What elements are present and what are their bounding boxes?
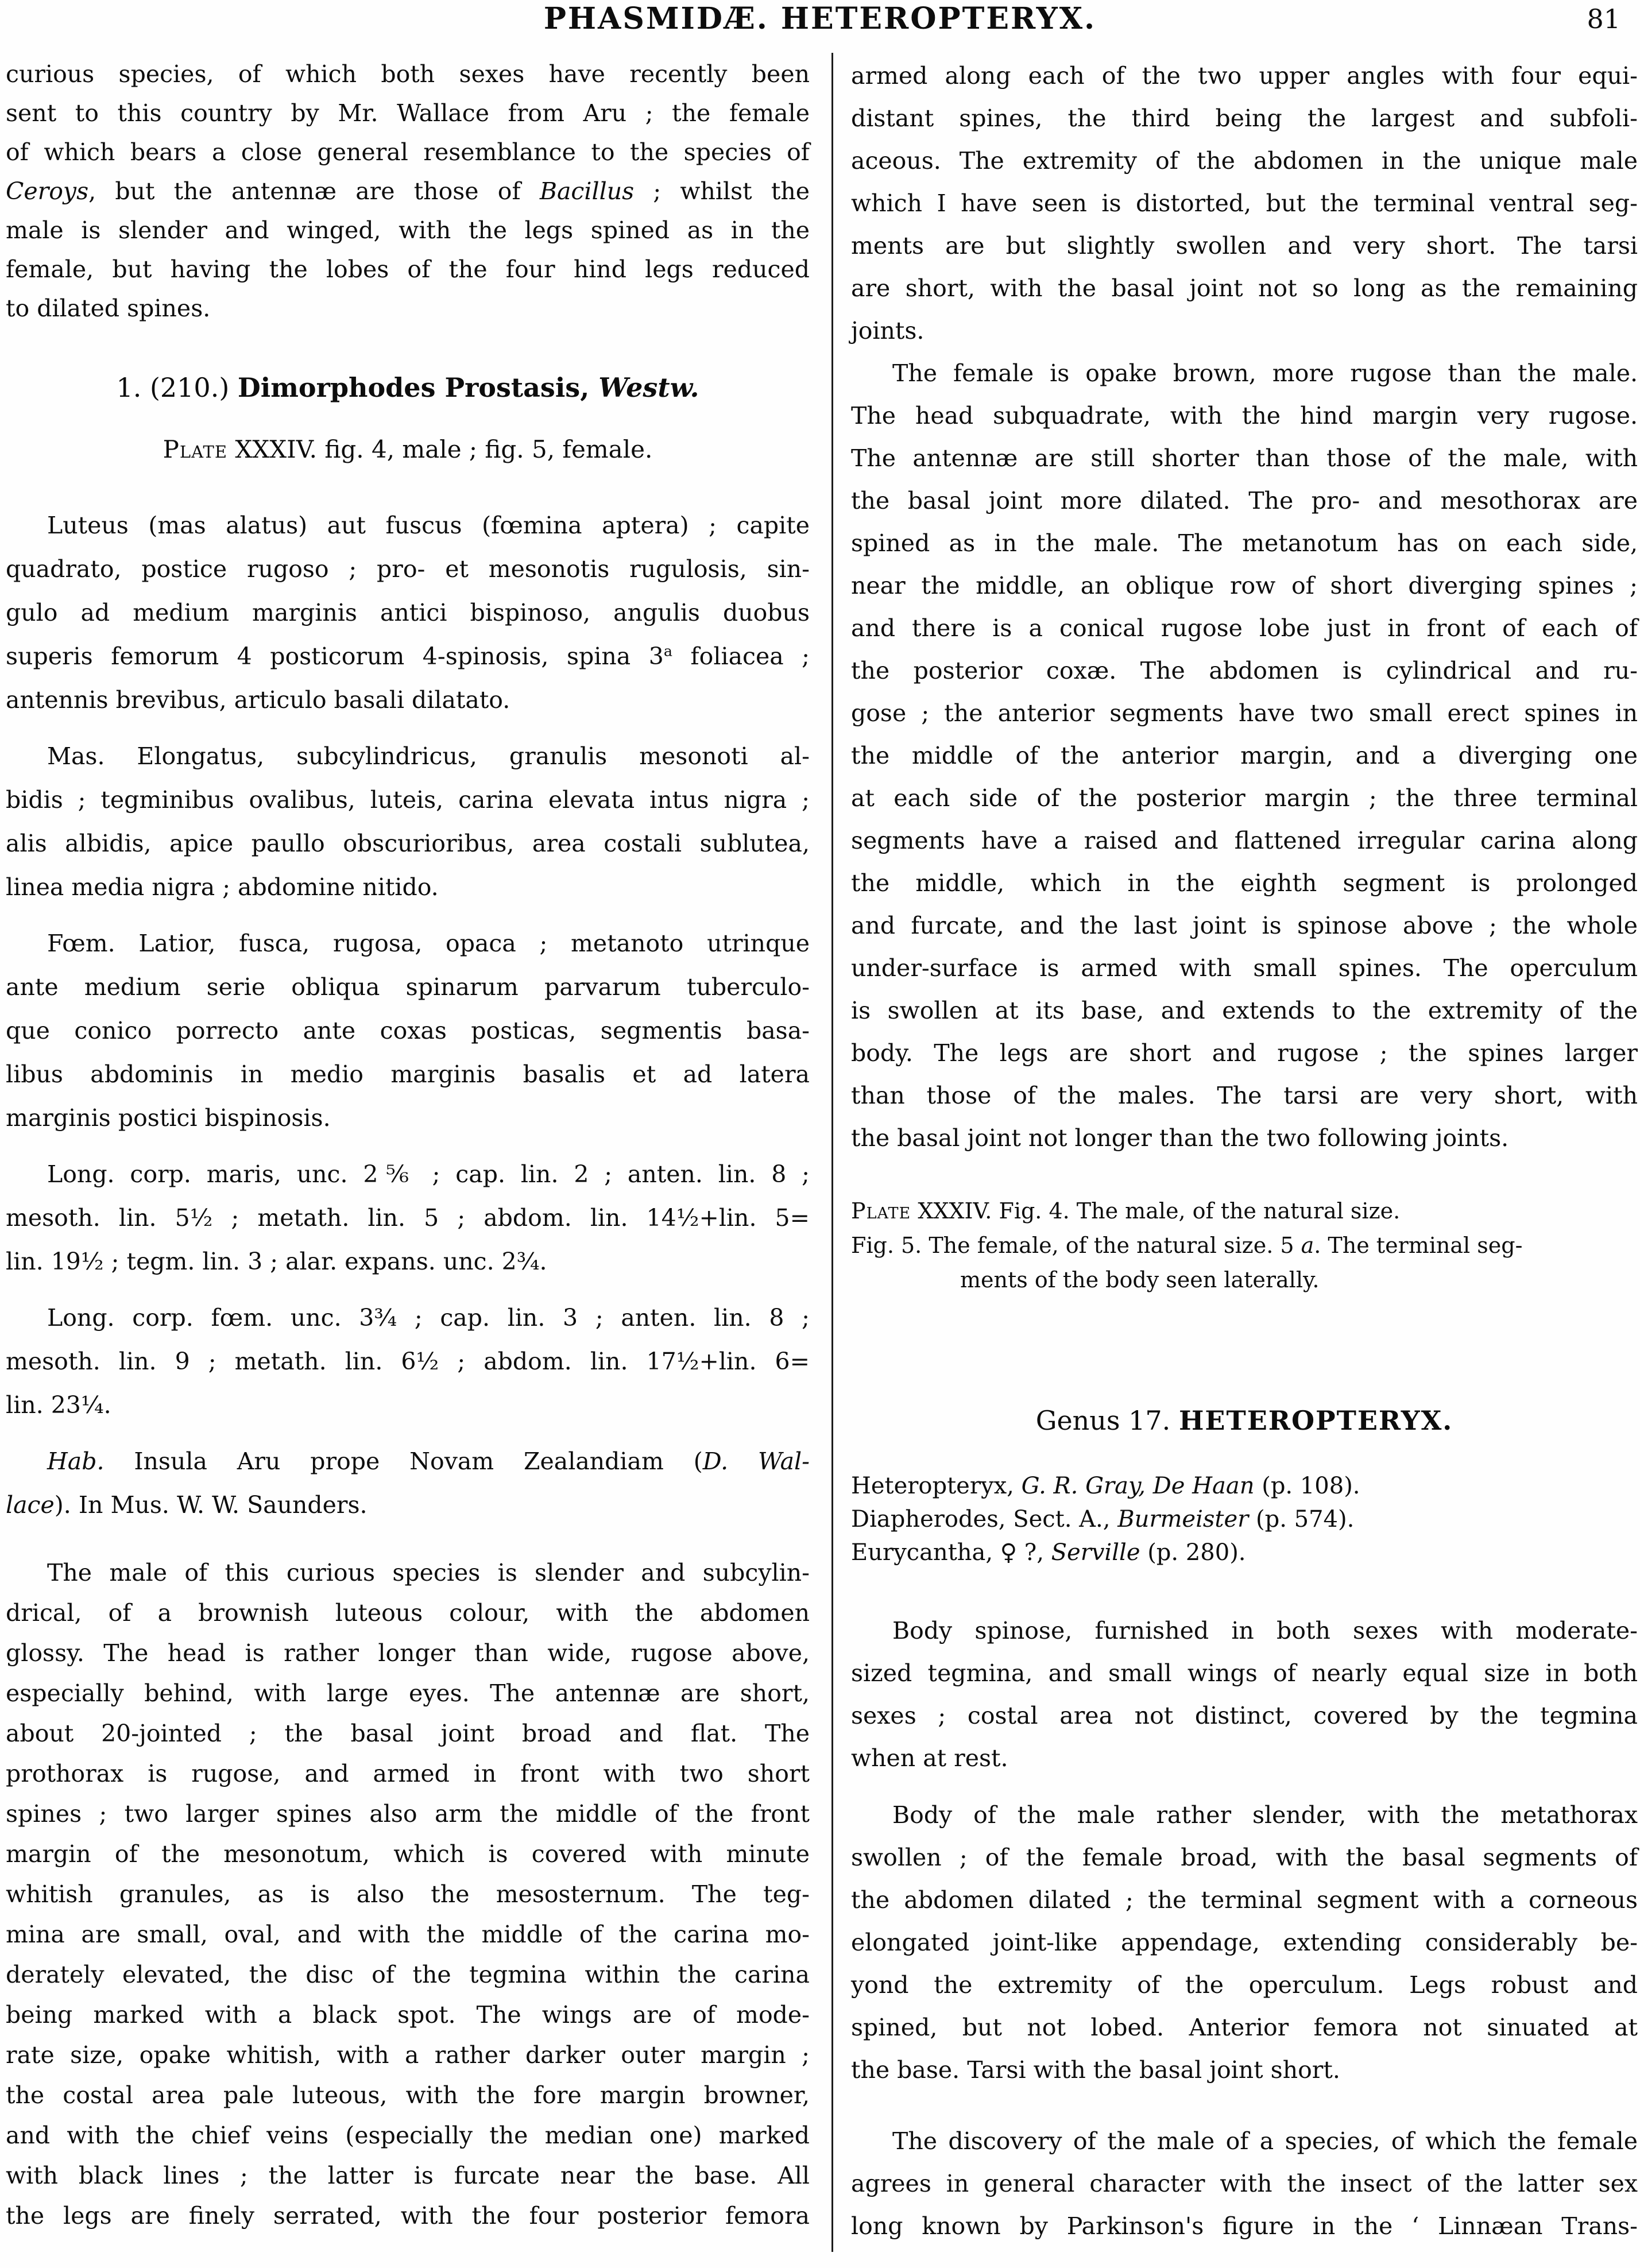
text-line: lace). In Mus. W. W. Saunders. xyxy=(6,1491,368,1519)
latin-male-paragraph xyxy=(6,734,810,909)
left-column xyxy=(6,55,810,2236)
measurements-male-paragraph xyxy=(6,1152,810,1283)
text-line: and with the chief veins (especially the median one) marked xyxy=(6,2122,810,2149)
text-line: Heteropteryx, G. R. Gray, De Haan (p. 108). xyxy=(851,1473,1360,1499)
text-line: than those of the males. The tarsi are very short, with xyxy=(851,1082,1638,1109)
styled-text: Westw. xyxy=(598,372,699,403)
text-line: being marked with a black spot. The wings are of mode- xyxy=(6,2001,810,2029)
styled-text: Serville xyxy=(1051,1539,1140,1566)
styled-text: a xyxy=(663,642,672,660)
text-line: Eurycantha, ♀ ?, Serville (p. 280). xyxy=(851,1539,1246,1566)
styled-text: Ceroys xyxy=(6,177,89,205)
text-line: 1. (210.) Dimorphodes Prostasis, Westw. xyxy=(116,372,699,403)
text-line: under-surface is armed with small spines. The operculum xyxy=(851,954,1638,982)
habitat-paragraph xyxy=(6,1439,810,1527)
text-line: female, but having the lobes of the four hind legs reduced xyxy=(6,256,810,283)
text-line: mesoth. lin. 5½ ; metath. lin. 5 ; abdom. lin. 14½+lin. 5= xyxy=(6,1204,810,1232)
text-line: especially behind, with large eyes. The antennæ are short, xyxy=(6,1679,810,1707)
text-line: glossy. The head is rather longer than wide, rugose above, xyxy=(6,1639,810,1667)
text-line: long known by Parkinson's figure in the ‘ Linnæan Trans- xyxy=(851,2212,1638,2240)
text-line: and furcate, and the last joint is spinose above ; the whole xyxy=(851,912,1638,939)
text-line: Long. corp. fœm. unc. 3¾ ; cap. lin. 3 ; anten. lin. 8 ; xyxy=(47,1304,810,1332)
text-line: ante medium serie obliqua spinarum parvarum tuberculo- xyxy=(6,973,810,1001)
styled-text: lace xyxy=(6,1491,55,1519)
text-line: mina are small, oval, and with the middle of the carina mo- xyxy=(6,1921,810,1948)
text-line: sent to this country by Mr. Wallace from Aru ; the female xyxy=(6,99,810,127)
text-line: marginis postici bispinosis. xyxy=(6,1104,331,1132)
synonymy-list xyxy=(851,1469,1638,1569)
genus-body-paragraph xyxy=(851,1794,1638,2091)
genus-description-paragraph xyxy=(851,1609,1638,1779)
text-line: are short, with the basal joint not so long as the remaining xyxy=(851,274,1638,302)
text-line: and there is a conical rugose lobe just in front of each of xyxy=(851,614,1638,642)
text-line: joints. xyxy=(851,317,925,345)
text-line: Diapherodes, Sect. A., Burmeister (p. 574). xyxy=(851,1506,1355,1532)
text-line: the basal joint not longer than the two following joints. xyxy=(851,1124,1509,1152)
text-line: rate size, opake whitish, with a rather darker outer margin ; xyxy=(6,2041,810,2069)
continued-paragraph xyxy=(6,55,810,328)
text-line: The male of this curious species is slender and subcylin- xyxy=(47,1559,810,1586)
text-line: the middle of the anterior margin, and a diverging one xyxy=(851,742,1638,769)
text-line: gose ; the anterior segments have two small erect spines in xyxy=(851,699,1638,727)
text-line: The antennæ are still shorter than those of the male, with xyxy=(851,444,1638,472)
text-line: of which bears a close general resemblance to the species of xyxy=(6,138,810,166)
text-line: the abdomen dilated ; the terminal segment with a corneous xyxy=(851,1886,1638,1914)
female-description-paragraph xyxy=(851,352,1638,1159)
styled-text: Hab. xyxy=(47,1448,105,1475)
column-divider-rule xyxy=(831,53,833,2252)
text-line: agrees in general character with the insect of the latter sex xyxy=(851,2170,1638,2197)
text-line: aceous. The extremity of the abdomen in the unique male xyxy=(851,147,1638,175)
text-line: sexes ; costal area not distinct, covered by the tegmina xyxy=(851,1702,1638,1729)
plate-reference-line xyxy=(6,430,810,469)
styled-text: Plate xyxy=(163,435,228,463)
text-line: which I have seen is distorted, but the terminal ventral seg- xyxy=(851,189,1638,217)
text-line: the base. Tarsi with the basal joint short. xyxy=(851,2056,1340,2084)
text-line: the legs are finely serrated, with the four posterior femora xyxy=(6,2202,810,2230)
text-line: lin. 23¼. xyxy=(6,1391,111,1419)
text-line: whitish granules, as is also the mesosternum. The teg- xyxy=(6,1880,810,1908)
text-line: armed along each of the two upper angles with four equi- xyxy=(851,62,1638,90)
text-line: spined, but not lobed. Anterior femora not sinuated at xyxy=(851,2014,1638,2041)
text-line: body. The legs are short and rugose ; the spines larger xyxy=(851,1039,1638,1067)
text-line: with black lines ; the latter is furcate near the base. All xyxy=(6,2162,810,2189)
text-line: ments are but slightly swollen and very short. The tarsi xyxy=(851,232,1638,260)
text-line: near the middle, an oblique row of short diverging spines ; xyxy=(851,572,1638,599)
text-line: to dilated spines. xyxy=(6,295,211,322)
text-line: elongated joint-like appendage, extending considerably be- xyxy=(851,1929,1638,1956)
text-line: prothorax is rugose, and armed in front with two short xyxy=(6,1760,810,1787)
text-line: lin. 19½ ; tegm. lin. 3 ; alar. expans. unc. 2¾. xyxy=(6,1248,547,1275)
text-line: superis femorum 4 posticorum 4-spinosis, spina 3$^a$ foliacea ; xyxy=(6,642,810,670)
continued-paragraph xyxy=(851,55,1638,352)
text-line: libus abdominis in medio marginis basalis et ad latera xyxy=(6,1061,810,1088)
text-line: ments of the body seen laterally. xyxy=(960,1267,1320,1292)
text-line: The discovery of the male of a species, of which the female xyxy=(892,2127,1638,2155)
styled-text: G. R. Gray, De Haan xyxy=(1021,1473,1255,1499)
text-line: linea media nigra ; abdomine nitido. xyxy=(6,873,439,901)
text-line: Fig. 5. The female, of the natural size. 5 a. The terminal seg- xyxy=(851,1233,1523,1258)
right-column xyxy=(851,55,1638,2247)
text-line: quadrato, postice rugoso ; pro- et mesonotis rugulosis, sin- xyxy=(6,555,810,583)
text-line: when at rest. xyxy=(851,1744,1008,1772)
styled-text: Dimorphodes Prostasis, xyxy=(237,372,599,403)
running-title: PHASMIDÆ. HETEROPTERYX. xyxy=(543,1,1097,36)
text-line: margin of the mesonotum, which is covered with minute xyxy=(6,1840,810,1868)
genus-heading xyxy=(851,1400,1638,1441)
text-line: Genus 17. HETEROPTERYX. xyxy=(1035,1405,1453,1436)
text-line: que conico porrecto ante coxas posticas, segmentis basa- xyxy=(6,1017,810,1044)
styled-text: Bacillus xyxy=(539,177,635,205)
text-line: Body spinose, furnished in both sexes with moderate- xyxy=(892,1617,1638,1644)
text-line: is swollen at its base, and extends to the extremity of the xyxy=(851,997,1638,1024)
text-line: spines ; two larger spines also arm the middle of the front xyxy=(6,1800,810,1828)
text-line: antennis brevibus, articulo basali dilatato. xyxy=(6,686,510,714)
text-line: distant spines, the third being the largest and subfoli- xyxy=(851,105,1638,132)
text-line: Long. corp. maris, unc. 2⅚ ; cap. lin. 2 ; anten. lin. 8 ; xyxy=(47,1160,810,1188)
text-line: The female is opake brown, more rugose than the male. xyxy=(892,359,1638,387)
male-description-paragraph xyxy=(6,1553,810,2236)
text-line: swollen ; of the female broad, with the basal segments of xyxy=(851,1844,1638,1871)
text-line: mesoth. lin. 9 ; metath. lin. 6½ ; abdom. lin. 17½+lin. 6= xyxy=(6,1348,810,1375)
text-line: Plate XXXIV. fig. 4, male ; fig. 5, female. xyxy=(163,435,653,463)
text-line: yond the extremity of the operculum. Legs robust and xyxy=(851,1971,1638,1999)
text-line: bidis ; tegminibus ovalibus, luteis, carina elevata intus nigra ; xyxy=(6,786,810,814)
text-line: spined as in the male. The metanotum has on each side, xyxy=(851,529,1638,557)
text-line: gulo ad medium marginis antici bispinoso, angulis duobus xyxy=(6,599,810,626)
text-line: Luteus (mas alatus) aut fuscus (fœmina aptera) ; capite xyxy=(47,512,810,539)
styled-text: Burmeister xyxy=(1117,1506,1249,1532)
text-line: the middle, which in the eighth segment is prolonged xyxy=(851,869,1638,897)
styled-text: D. Wal- xyxy=(702,1448,810,1475)
text-line: sized tegmina, and small wings of nearly equal size in both xyxy=(851,1659,1638,1687)
text-line: at each side of the posterior margin ; the three terminal xyxy=(851,784,1638,812)
text-line: segments have a raised and flattened irregular carina along xyxy=(851,827,1638,854)
text-line: drical, of a brownish luteous colour, with the abdomen xyxy=(6,1599,810,1627)
text-line: curious species, of which both sexes have recently been xyxy=(6,60,810,88)
styled-text: a xyxy=(1301,1233,1314,1258)
text-line: derately elevated, the disc of the tegmina within the carina xyxy=(6,1961,810,1988)
plate-caption xyxy=(851,1194,1638,1297)
styled-text: HETEROPTERYX. xyxy=(1178,1405,1453,1436)
latin-female-paragraph xyxy=(6,922,810,1140)
discovery-paragraph xyxy=(851,2120,1638,2247)
text-line: Fœm. Latior, fusca, rugosa, opaca ; metanoto utrinque xyxy=(47,930,810,957)
measurements-female-paragraph xyxy=(6,1296,810,1427)
text-line: the costal area pale luteous, with the fore margin browner, xyxy=(6,2081,810,2109)
latin-diagnosis-paragraph xyxy=(6,504,810,722)
text-line: about 20-jointed ; the basal joint broad and flat. The xyxy=(6,1720,810,1747)
text-line: Ceroys, but the antennæ are those of Bacillus ; whilst the xyxy=(6,177,810,205)
styled-text: Plate xyxy=(851,1198,911,1224)
text-line: male is slender and winged, with the legs spined as in the xyxy=(6,216,810,244)
text-line: Body of the male rather slender, with the metathorax xyxy=(892,1801,1638,1829)
text-line: Mas. Elongatus, subcylindricus, granulis mesonoti al- xyxy=(47,742,810,770)
text-line: Plate XXXIV. Fig. 4. The male, of the natural size. xyxy=(851,1198,1401,1224)
page-number: 81 xyxy=(1587,3,1620,34)
text-line: the basal joint more dilated. The pro- and mesothorax are xyxy=(851,487,1638,514)
text-line: Hab. Insula Aru prope Novam Zealandiam (D. Wal- xyxy=(47,1448,810,1475)
text-line: alis albidis, apice paullo obscurioribus, area costali sublutea, xyxy=(6,830,810,857)
text-line: The head subquadrate, with the hind margin very rugose. xyxy=(851,402,1638,429)
species-heading xyxy=(6,368,810,407)
text-line: the posterior coxæ. The abdomen is cylindrical and ru- xyxy=(851,657,1638,684)
